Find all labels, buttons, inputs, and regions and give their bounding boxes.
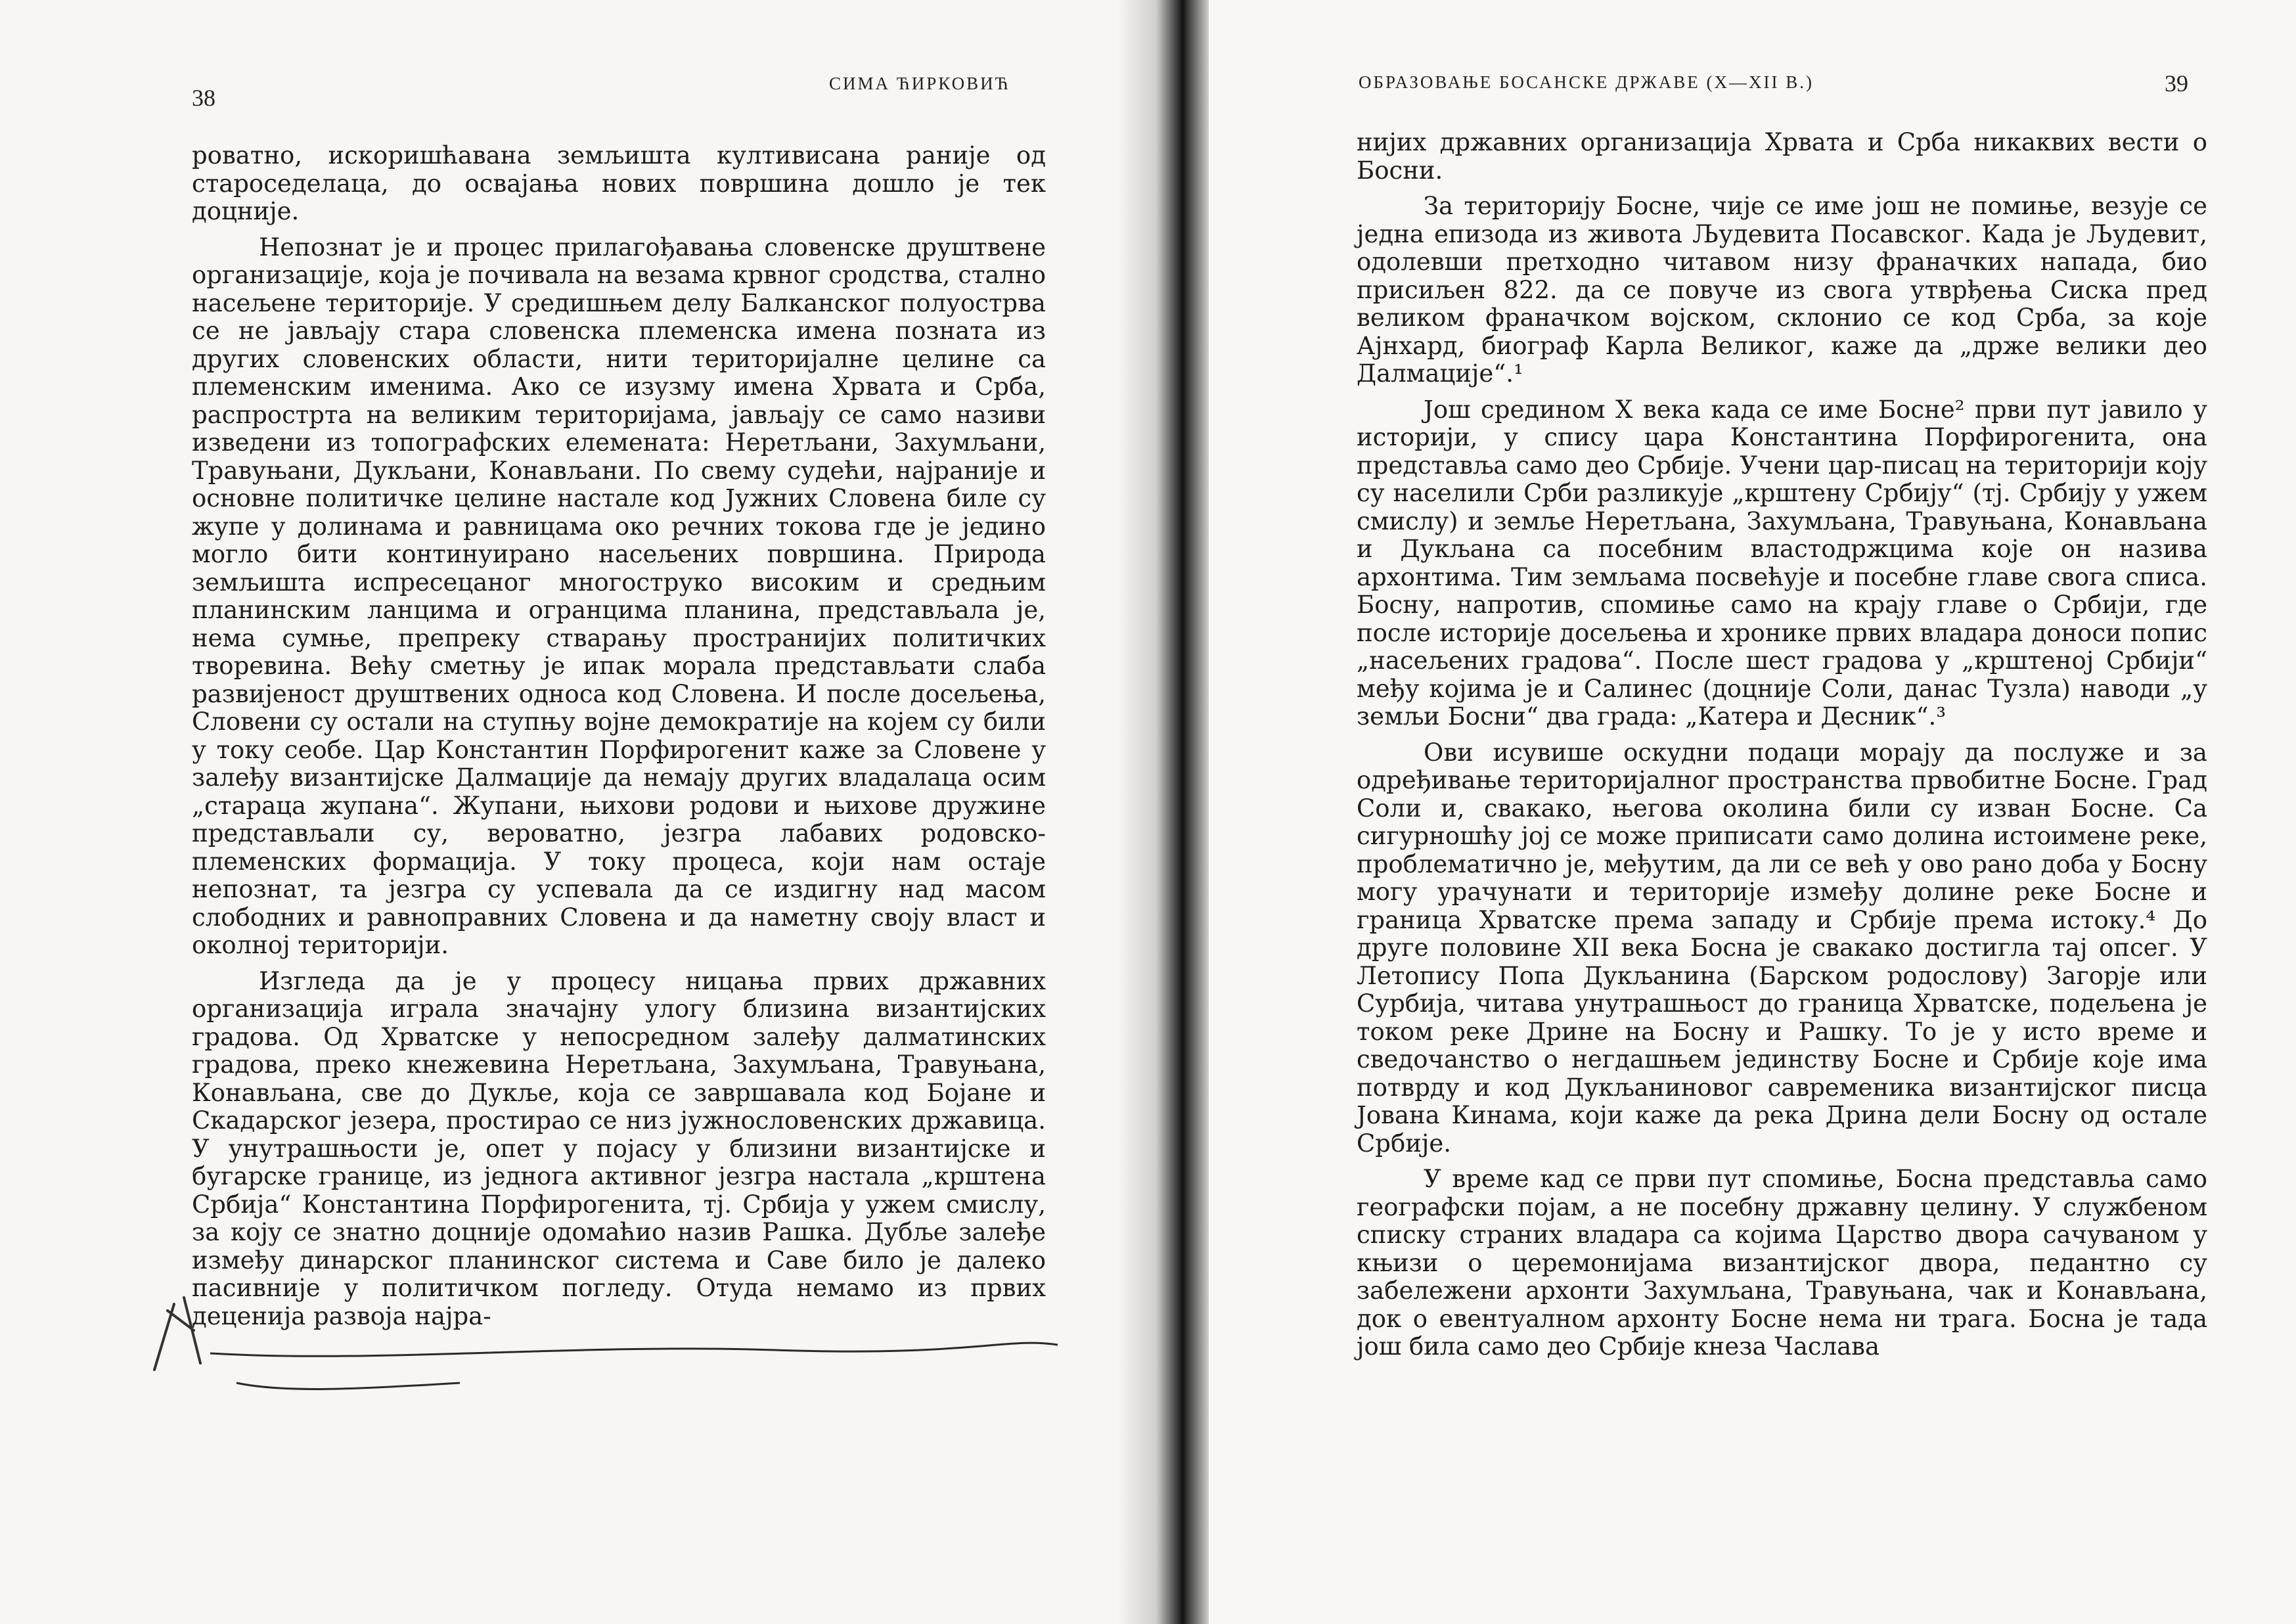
right-running-head: ОБРАЗОВАЊЕ БОСАНСКЕ ДРЖАВЕ (X—XII В.)	[1359, 72, 1814, 92]
right-page	[1209, 0, 2296, 1624]
right-page-number: 39	[2165, 70, 2188, 97]
left-running-head: СИМА ЋИРКОВИЋ	[829, 74, 1010, 93]
left-paragraph-3: Изгледа да је у процесу ницања првих државних организација играла значајну улогу близина византијских градова. Од Хрватске у непосредном залеђу далматинских градова, преко кнежевина Неретљана, Захумљана, Травуњана, Конављана, све до Дукље, која се завршавала код Бојане и Скадарског језера, простирао се низ јужнословенских државица. У унутрашњости је, опет у појасу у близини византијске и бугарске границе, из једнога активног језгра настала „крштена Србија“ Константина Порфирогенита, тј. Србија у ужем смислу, за коју се знатно доцније одомаћио назив Рашка. Дубље залеђе између динарског планинског система и Саве било је далеко пасивније у политичком погледу. Отуда немамо из првих деценија развоја најра-	[192, 966, 1046, 1330]
left-text-block	[192, 142, 1046, 1330]
right-paragraph-4: Ови исувише оскудни подаци морају да послуже и за одређивање територијалног пространства првобитне Босне. Град Соли и, свакако, његова околина били су изван Босне. Са сигурношћу јој се може приписати само долина истоимене реке, проблематично је, међутим, да ли се већ у ово рано доба у Босну могу урачунати и територије између долине реке Босне и граница Хрватске према западу и Србије према истоку.⁴ До друге половине XII века Босна је свакако достигла тај опсег. У Летопису Попа Дукљанина (Барском родослову) Загорје или Сурбија, читава унутрашњост до граница Хрватске, подељена је током реке Дрине на Босну и Рашку. То је у исто време и сведочанство о негдашњем јединству Босне и Србије које има потврду и код Дукљаниновог савременика византијског писца Јована Кинама, који каже да река Дрина дели Босну од остале Србије.	[1357, 738, 2207, 1158]
right-paragraph-3: Још средином X века када се име Босне² први пут јавило у историји, у спису цара Константина Порфирогенита, она представља само део Србије. Учени цар-писац на територији коју су населили Срби разликује „крштену Србију“ (тј. Србију у ужем смислу) и земље Неретљана, Захумљана, Травуњана, Конављана и Дукљана са посебним властодржцима које он назива архонтима. Тим земљама посвећује и посебне главе свога списа. Босну, напротив, спомиње само на крају главе о Србији, где после историје досељења и хронике првих владара доноси попис „насељених градова“. После шест градова у „крштеној Србији“ међу којима је и Салинес (доцније Соли, данас Тузла) наводи „у земљи Босни“ два града: „Катера и Десник“.³	[1357, 395, 2207, 731]
right-paragraph-5: У време кад се први пут спомиње, Босна представља само географски појам, а не посебну државну целину. У службеном списку страних владара са којима Царство двора сачуваном у књизи о церемонијама византијског двора, педантно су забележени архонти Захумљана, Травуњана, чак и Конављана, док о евентуалном архонту Босне нема ни трага. Босна је тада још била само део Србије кнеза Часлава	[1357, 1165, 2207, 1361]
left-paragraph-1: роватно, искоришћавана земљишта култивисана раније од староседелаца, до освајања нових површина дошло је тек доцније.	[192, 141, 1046, 225]
left-paragraph-2: Непознат је и процес прилагођавања словенске друштвене организације, која је почивала на везама крвног сродства, стално насељене територије. У средишњем делу Балканског полуострва се не јављају стара словенска племенска имена позната из других словенских области, нити територијалне целине са племенским именима. Ако се изузму имена Хрвата и Срба, распрострта на великим територијама, јављају се само називи изведени из топографских елемената: Неретљани, Захумљани, Травуњани, Дукљани, Конављани. По свему судећи, најраније и основне политичке целине настале код Јужних Словена биле су жупе у долинама и равницама око речних токова где је једино могло бити континуирано насељених површина. Природа земљишта испресецаног многоструко високим и средњим планинским ланцима и огранцима планина, представљала је, нема сумње, препреку стварању пространијих политичких творевина. Већу сметњу је ипак морала представљати слаба развијеност друштвених односа код Словена. И после досељења, Словени су остали на ступњу војне демократије на којем су били у току сеобе. Цар Константин Порфирогенит каже за Словене у залеђу византијске Далмације да немају других владалаца осим „стараца жупана“. Жупани, њихови родови и њихове дружине представљали су, вероватно, језгра лабавих родовско-племенских формација. У току процеса, који нам остаје непознат, та језгра су успевала да се издигну над масом слободних и равноправних Словена и да наметну своју власт и околној територији.	[192, 233, 1046, 959]
right-paragraph-1: нијих државних организација Хрвата и Срба никаквих вести о Босни.	[1357, 128, 2207, 185]
right-paragraph-2: За територију Босне, чије се име још не помиње, везује се једна епизода из живота Људевита Посавског. Када је Људевит, одолевши претходно читавом низу франачких напада, био присиљен 822. да се повуче из свога утврђења Сиска пред великом франачком војском, склонио се код Срба, за које Ајнхард, биограф Карла Великог, каже да „држе велики део Далмације“.¹	[1357, 192, 2207, 388]
left-page-number: 38	[192, 85, 215, 111]
right-text-block	[1357, 129, 2207, 1361]
